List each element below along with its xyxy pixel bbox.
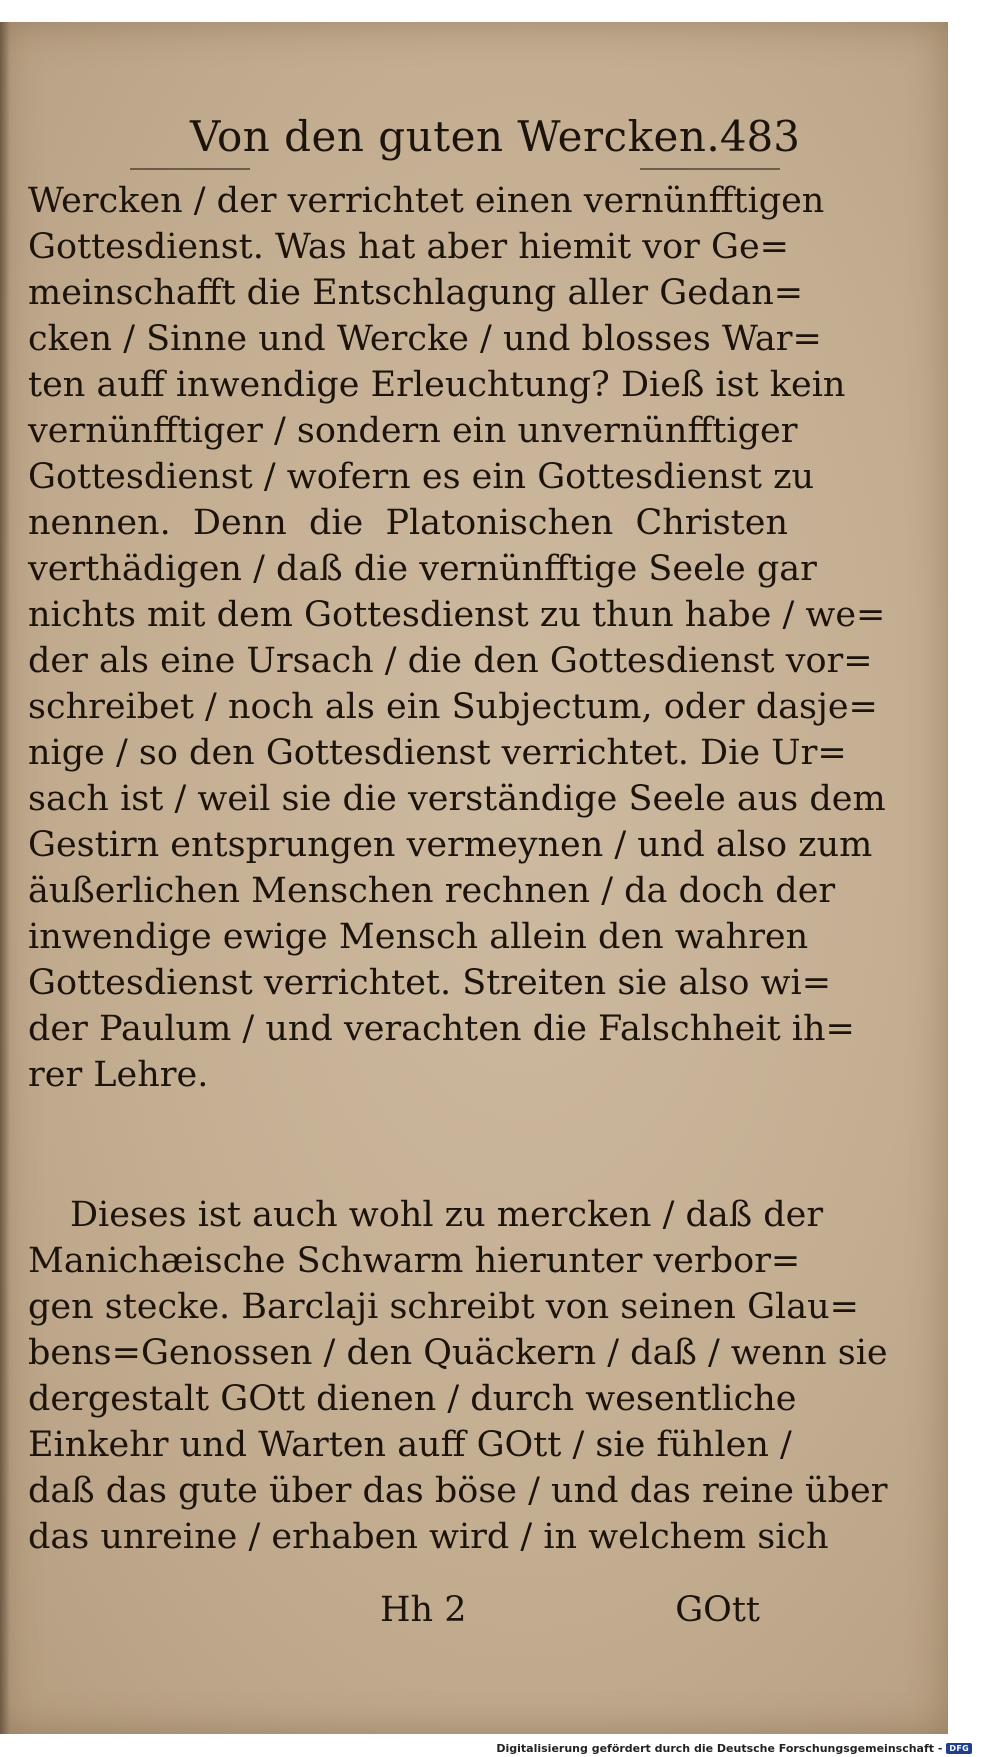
page-number: 483 (719, 112, 800, 161)
text-line: schreibet / noch als ein Subjectum, oder dasje= (28, 687, 878, 727)
text-line: nennen. Denn die Platonischen Christen (28, 503, 788, 543)
text-line: Gestirn entsprungen vermeynen / und also zum (28, 825, 873, 865)
text-line: Gottesdienst verrichtet. Streiten sie also wi= (28, 963, 832, 1003)
text-line: Wercken / der verrichtet einen vernünfftigen (28, 181, 825, 221)
text-line: nichts mit dem Gottesdienst zu thun habe / we= (28, 595, 886, 635)
text-line: Gottesdienst / wofern es ein Gottesdienst zu (28, 457, 815, 497)
text-line: cken / Sinne und Wercke / und blosses War= (28, 319, 822, 359)
credit-text: Digitalisierung gefördert durch die Deutsche Forschungsgemeinschaft - (496, 1742, 943, 1755)
text-line: sach ist / weil sie die verständige Seele aus dem (28, 779, 886, 819)
dfg-logo-icon: DFG (946, 1743, 972, 1754)
header-rule-right (640, 168, 780, 170)
digitization-credit (496, 1742, 972, 1755)
text-line: äußerlichen Menschen rechnen / da doch der (28, 871, 836, 911)
text-line: rer Lehre. (28, 1055, 209, 1095)
header-rule-left (130, 168, 250, 170)
text-line: nige / so den Gottesdienst verrichtet. Die Ur= (28, 733, 847, 773)
text-line: daß das gute über das böse / und das reine über (28, 1471, 888, 1511)
text-line: gen stecke. Barclaji schreibt von seinen Glau= (28, 1287, 859, 1327)
text-line: der als eine Ursach / die den Gottesdienst vor= (28, 641, 873, 681)
paragraph-2 (28, 1192, 888, 1560)
text-line: meinschafft die Entschlagung aller Gedan= (28, 273, 804, 313)
text-line: Gottesdienst. Was hat aber hiemit vor Ge= (28, 227, 790, 267)
text-line: der Paulum / und verachten die Falschheit ih= (28, 1009, 855, 1049)
text-line: ten auff inwendige Erleuchtung? Dieß ist kein (28, 365, 846, 405)
text-line: verthädigen / daß die vernünfftige Seele gar (28, 549, 817, 589)
text-line: vernünfftiger / sondern ein unvernünfftiger (28, 411, 798, 451)
text-line: das unreine / erhaben wird / in welchem sich (28, 1517, 829, 1557)
paragraph-1 (28, 178, 886, 1098)
text-line: dergestalt GOtt dienen / durch wesentliche (28, 1379, 797, 1419)
text-line: Einkehr und Warten auff GOtt / sie fühlen / (28, 1425, 792, 1465)
text-line: Manichæische Schwarm hierunter verbor= (28, 1241, 801, 1281)
text-line: bens=Genossen / den Quäckern / daß / wenn sie (28, 1333, 888, 1373)
page-binding-edge (0, 22, 10, 1734)
page-footer (40, 1590, 760, 1640)
text-line: Dieses ist auch wohl zu mercken / daß der (70, 1195, 824, 1235)
page-header (40, 112, 800, 172)
running-title: Von den guten Wercken. (190, 112, 721, 161)
text-line: inwendige ewige Mensch allein den wahren (28, 917, 809, 957)
signature-mark: Hh 2 (380, 1590, 467, 1630)
catchword: GOtt (675, 1590, 760, 1630)
